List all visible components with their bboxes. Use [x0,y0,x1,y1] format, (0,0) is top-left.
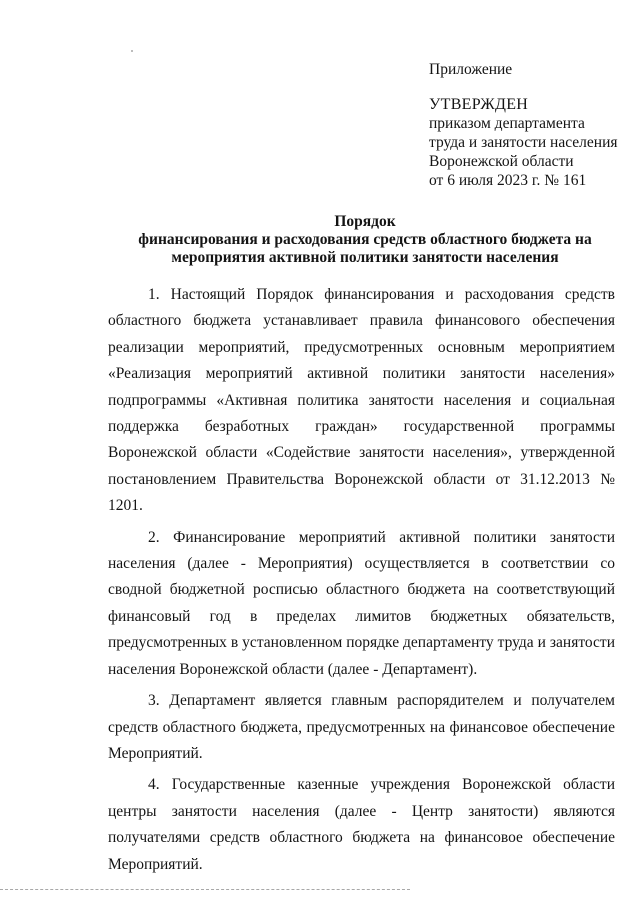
document-body [108,282,615,883]
approval-line: труда и занятости населения [429,134,618,151]
appendix-label: Приложение [429,61,513,78]
paragraph-3: 3. Департамент является главным распорядителем и получателем средств областного бюджета, предусмотренных на финансовое обеспечение Мероприятий. [108,692,615,762]
scan-edge-line [0,889,410,890]
paragraph-4: 4. Государственные казенные учреждения Воронежской области центры занятости населения (далее - Центр занятости) являются получателями средств областного бюджета на финансовое обеспечение Мероприятий. [108,776,615,873]
approval-block [429,60,629,190]
approval-line: приказом департамента [429,115,585,132]
title-line: финансирования и расходования средств областного бюджета на [138,231,592,248]
document-title [110,213,620,267]
paragraph-2: 2. Финансирование мероприятий активной политики занятости населения (далее - Мероприятия) осуществляется в соответствии со сводной бюджетной росписью областного бюджета на соответствующий финансовый год в пределах лимитов бюджетных обязательств, предусмотренных в установленном порядке департаменту труда и занятости населения Воронежской области (далее - Департамент). [108,528,615,678]
scan-speck [131,50,133,52]
approval-order-date: от 6 июля 2023 г. № 161 [429,172,587,189]
title-heading: Порядок [334,213,396,230]
paragraph-1: 1. Настоящий Порядок финансирования и расходования средств областного бюджета устанавливает правила финансового обеспечения реализации мероприятий, предусмотренных основным мероприятием «Реализация мероприятий активной политики занятости населения» подпрограммы «Активная политика занятости населения и социальная поддержка безработных граждан» государственной программы Воронежской области «Содействие занятости населения», утвержденной постановлением Правительства Воронежской области от 31.12.2013 № 1201. [108,286,615,515]
approval-line: Воронежской области [429,153,574,170]
approved-label: УТВЕРЖДЕН [429,96,529,113]
title-line: мероприятия активной политики занятости населения [171,249,559,266]
